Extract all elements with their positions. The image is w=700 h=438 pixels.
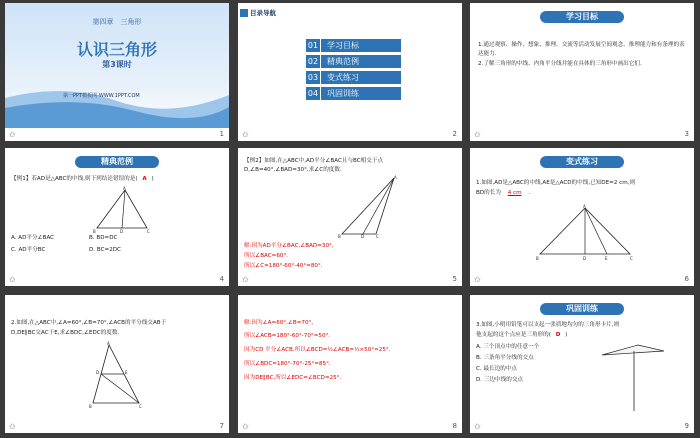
question-line-1: 3.如图,小明用铅笔可以支起一张质地均匀的三角形卡片,则 [476, 322, 620, 328]
svg-text:A: A [583, 204, 586, 209]
slide-footer [5, 128, 229, 141]
slide-thumbnail-2[interactable] [238, 3, 462, 141]
option-d: D. 三边中线的交点 [476, 377, 524, 383]
svg-text:B: B [536, 256, 539, 261]
svg-text:A: A [123, 186, 126, 191]
option-a: A. AD平分∠BAC [11, 235, 55, 241]
chapter-label: 第四章 三角形 [92, 18, 142, 26]
slide-footer [5, 420, 229, 433]
option-c: C. AD平分BC [11, 247, 46, 253]
toc-label: 学习目标 [327, 41, 359, 50]
section-banner: 变式练习 [540, 156, 624, 168]
solution-line-4: 所以∠BDC=180°-70°-25°=85°. [244, 361, 331, 367]
slide-number: 1 [219, 130, 224, 138]
animation-icon: ✩ [474, 130, 481, 139]
triangle-figure [87, 341, 147, 411]
answer-blank: 4 cm [507, 190, 522, 196]
question-line-2 [476, 189, 690, 198]
slide-title: 认识三角形 [76, 40, 157, 59]
solution-line-2: 所以∠BAC=60°. [244, 253, 289, 259]
animation-icon: ✩ [242, 130, 249, 139]
svg-text:C: C [376, 234, 379, 239]
toc-number: 04 [306, 87, 321, 100]
site-label: 第一PPT模板网-WWW.1PPT.COM [63, 93, 140, 99]
svg-text:B: B [338, 234, 341, 239]
toc-number: 01 [306, 39, 321, 52]
option-c: C. 最长边的中点 [476, 366, 518, 372]
slide-thumbnail-5[interactable] [238, 148, 462, 286]
animation-icon: ✩ [9, 422, 16, 431]
toc-number: 03 [306, 71, 321, 84]
nav-label: 目录导航 [250, 9, 276, 17]
slide-number: 9 [684, 422, 689, 430]
slide-footer [5, 273, 229, 286]
slide-footer [470, 420, 694, 433]
triangle-figure [89, 186, 159, 236]
slide-footer [238, 273, 462, 286]
toc-item-1[interactable] [306, 39, 401, 52]
animation-icon: ✩ [474, 275, 481, 284]
solution-line-1: 解:因为AD平分∠BAC,∠BAD=30°, [244, 243, 334, 249]
toc-label: 巩固训练 [327, 89, 359, 98]
slide-thumbnail-1[interactable] [5, 3, 229, 141]
slide-number: 2 [452, 130, 457, 138]
option-b: B. 三条角平分线的交点 [476, 355, 534, 361]
nav-marker-icon [240, 9, 248, 17]
answer-letter: A [142, 176, 147, 182]
question-stem: 他支起的这个点应是三角形的( [476, 332, 551, 338]
solution-line-1: 解:因为∠A=60°,∠B=70°, [244, 320, 314, 326]
svg-text:D: D [120, 229, 124, 234]
animation-icon: ✩ [9, 275, 16, 284]
objective-2: 2.了解三角形的中线、内角平分线并能在具体的三角形中画出它们. [478, 61, 642, 67]
answer-letter: D [555, 332, 561, 338]
card-on-pencil-figure [598, 343, 678, 423]
toc-item-3[interactable] [306, 71, 401, 84]
slide-footer [238, 420, 462, 433]
question-stem: 【例1】若AD是△ABC的中线,则下列结论错误的是( [11, 176, 138, 182]
question-line-2 [476, 331, 614, 340]
slide-thumbnail-4[interactable] [5, 148, 229, 286]
svg-text:C: C [139, 404, 142, 409]
toc-item-4[interactable] [306, 87, 401, 100]
triangle-figure [330, 174, 410, 239]
option-d: D. BC=2DC [89, 247, 121, 253]
slide-footer [470, 128, 694, 141]
animation-icon: ✩ [242, 422, 249, 431]
svg-text:C: C [630, 256, 633, 261]
triangle-figure [530, 204, 640, 266]
question-line-1: 1.如图,AD是△ABC的中线,AE是△ACD的中线,已知DE=2 cm,则 [476, 180, 636, 186]
slide-thumbnail-9[interactable] [470, 295, 694, 433]
svg-text:A: A [107, 341, 110, 346]
svg-text:D: D [361, 234, 365, 239]
animation-icon: ✩ [9, 130, 16, 139]
objective-1: 1.通过观察、操作、想象、推理、交流等活动发展空间观念、推理能力和有条理的表达能力. [478, 42, 685, 57]
solution-line-3: 所以∠C=180°-60°-40°=80°. [244, 263, 323, 269]
svg-text:C: C [147, 229, 150, 234]
slide-number: 7 [219, 422, 224, 430]
question-text [11, 175, 225, 184]
slide-footer [470, 273, 694, 286]
lesson-label: 第3课时 [102, 60, 132, 69]
slide-number: 4 [219, 275, 224, 283]
toc-number: 02 [306, 55, 321, 68]
question-close: . [528, 190, 531, 196]
question-line-1: 【例2】如图,在△ABC中,AD平分∠BAC且与BC相交于点 [244, 158, 384, 164]
svg-text:E: E [605, 256, 608, 261]
question-close: ) [151, 176, 154, 182]
toc-label: 精典范例 [327, 57, 359, 66]
question-close: ) [565, 332, 568, 338]
animation-icon: ✩ [242, 275, 249, 284]
section-banner: 巩固训练 [540, 303, 624, 315]
slide-number: 5 [452, 275, 457, 283]
slide-thumbnail-3[interactable] [470, 3, 694, 141]
solution-line-3: 因为CD 平分∠ACB,所以∠BCD=½∠ACB=½×50°=25°. [244, 347, 391, 353]
svg-text:B: B [89, 404, 92, 409]
slide-number: 6 [684, 275, 689, 283]
question-line-1: 2.如图,在△ABC中,∠A=60°,∠B=70°,∠ACB的平分线交AB于 [11, 320, 167, 326]
svg-text:A: A [394, 175, 397, 180]
slide-footer [238, 128, 462, 141]
animation-icon: ✩ [474, 422, 481, 431]
slide-thumbnail-7[interactable] [5, 295, 229, 433]
slide-thumbnail-8[interactable] [238, 295, 462, 433]
solution-line-2: 所以∠ACB=180°-60°-70°=50°. [244, 333, 331, 339]
toc-item-2[interactable] [306, 55, 401, 68]
section-banner: 学习目标 [540, 11, 624, 23]
svg-text:D: D [583, 256, 587, 261]
question-line-2: D,DE∥BC交AC于E,求∠BDC,∠EDC的度数. [11, 330, 120, 336]
slide-number: 3 [684, 130, 689, 138]
option-a: A. 三个顶点中的任意一个 [476, 344, 540, 350]
question-line-2: D,∠B=40°,∠BAD=30°,求∠C的度数. [244, 167, 342, 173]
slide-number: 8 [452, 422, 457, 430]
solution-line-5: 因为DE∥BC,所以∠EDC=∠BCD=25°. [244, 375, 342, 381]
section-banner: 精典范例 [75, 156, 159, 168]
svg-text:B: B [93, 229, 96, 234]
toc-label: 变式练习 [327, 73, 359, 82]
svg-text:E: E [125, 370, 128, 375]
option-b: B. BD=DC [89, 235, 118, 241]
slide-thumbnail-6[interactable] [470, 148, 694, 286]
svg-text:D: D [96, 370, 100, 375]
question-stem: BD的长为 [476, 190, 501, 196]
